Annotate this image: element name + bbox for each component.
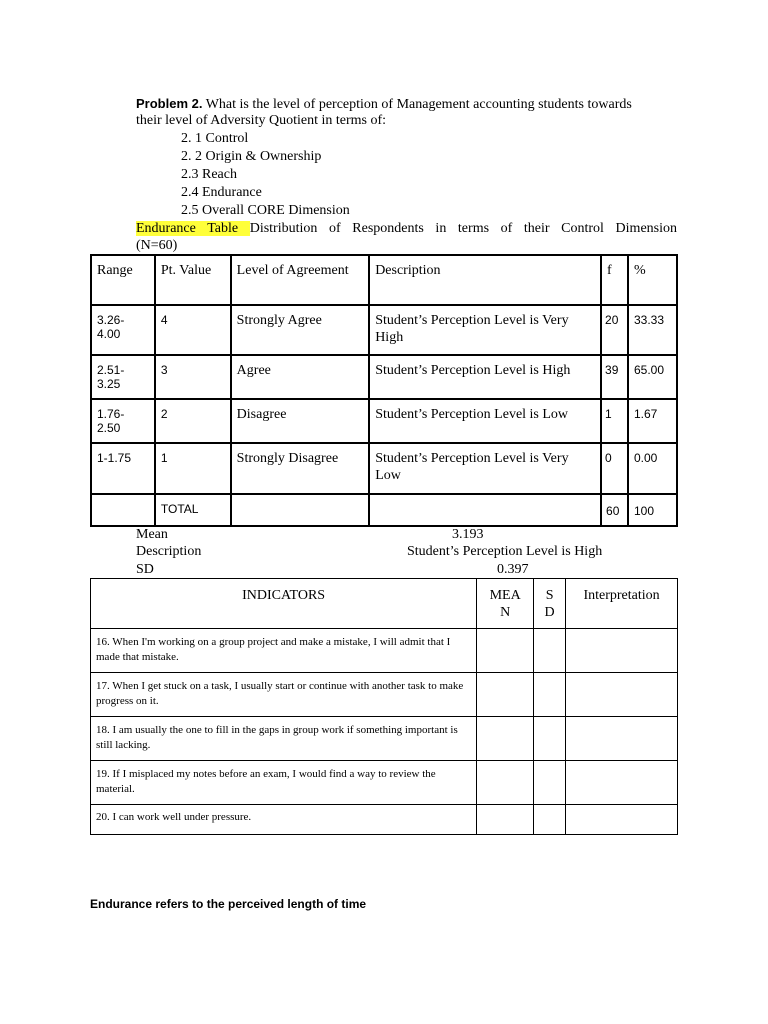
row-percent: 0.00	[634, 451, 658, 465]
indicators-header-row	[91, 579, 678, 629]
row-level: Strongly Agree	[236, 313, 322, 328]
header-interpretation: Interpretation	[583, 588, 660, 603]
total-f: 60	[606, 504, 620, 518]
indicator-text: 18. I am usually the one to fill in the gaps in group work if something important is still lacking.	[96, 724, 458, 751]
sd-cell	[534, 673, 566, 717]
row-range: 1.76- 2.50	[97, 407, 125, 435]
indicator-text: 19. If I misplaced my notes before an exam, I would find a way to review the material.	[96, 768, 436, 795]
header-level: Level of Agreement	[236, 263, 349, 278]
row-pt-value: 3	[160, 363, 168, 377]
interpretation-cell	[566, 805, 678, 835]
problem-item-endurance: 2.4 Endurance	[181, 185, 262, 200]
problem-item-reach: 2.3 Reach	[181, 167, 237, 182]
problem-item-overall: 2.5 Overall CORE Dimension	[181, 203, 350, 218]
problem-question-line2: their level of Adversity Quotient in terms of:	[136, 113, 387, 128]
row-f: 1	[605, 407, 612, 421]
indicator-text: 20. I can work well under pressure.	[96, 811, 252, 823]
row-range: 1-1.75	[97, 451, 132, 465]
interpretation-cell	[566, 673, 678, 717]
table-row	[91, 717, 678, 761]
header-sd: S D	[544, 588, 555, 620]
header-indicators: INDICATORS	[242, 588, 326, 603]
problem-statement	[136, 95, 681, 114]
header-range: Range	[97, 263, 133, 278]
interpretation-cell	[566, 761, 678, 805]
sd-cell	[534, 761, 566, 805]
row-range: 2.51- 3.25	[97, 363, 125, 391]
table-row	[91, 805, 678, 835]
description-label: Description	[136, 544, 202, 559]
mean-cell	[477, 805, 534, 835]
row-f: 20	[605, 313, 619, 327]
sd-label: SD	[136, 562, 154, 577]
mean-cell	[477, 629, 534, 673]
mean-cell	[477, 717, 534, 761]
sd-cell	[534, 629, 566, 673]
description-value: Student’s Perception Level is High	[407, 544, 603, 559]
row-percent: 33.33	[634, 313, 665, 327]
row-percent: 1.67	[634, 407, 658, 421]
table-row	[91, 761, 678, 805]
problem-label: Problem 2.	[136, 96, 203, 111]
sd-value: 0.397	[497, 562, 529, 577]
row-pt-value: 1	[160, 451, 168, 465]
row-pt-value: 2	[160, 407, 168, 421]
caption-highlight: Endurance Table	[136, 221, 250, 236]
table-row	[91, 399, 677, 443]
problem-question-line1: What is the level of perception of Management accounting students towards	[202, 97, 632, 112]
row-range: 3.26- 4.00	[97, 313, 125, 341]
header-description: Description	[375, 263, 441, 278]
problem-item-origin: 2. 2 Origin & Ownership	[181, 149, 322, 164]
mean-cell	[477, 673, 534, 717]
problem-item-control: 2. 1 Control	[181, 131, 249, 146]
row-f: 0	[605, 451, 612, 465]
distribution-table	[90, 254, 678, 527]
sd-cell	[534, 805, 566, 835]
table-row	[91, 673, 678, 717]
mean-value: 3.193	[452, 527, 484, 542]
row-description: Student’s Perception Level is Very High	[375, 313, 569, 345]
interpretation-cell	[566, 717, 678, 761]
row-level: Disagree	[236, 407, 287, 422]
indicator-text: 17. When I get stuck on a task, I usually start or continue with another task to make progress on it.	[96, 680, 464, 707]
table-caption	[136, 220, 677, 238]
sd-cell	[534, 717, 566, 761]
header-mean: MEA N	[489, 588, 521, 620]
row-percent: 65.00	[634, 363, 665, 377]
table-row	[91, 443, 677, 494]
distribution-header-row	[91, 255, 677, 305]
table-row	[91, 629, 678, 673]
total-row	[91, 494, 677, 526]
caption-n: (N=60)	[136, 238, 178, 253]
mean-label: Mean	[136, 527, 168, 542]
indicator-text: 16. When I'm working on a group project and make a mistake, I will admit that I made that mistake.	[96, 636, 451, 663]
row-f: 39	[605, 363, 619, 377]
caption-text: Distribution of Respondents in terms of their Control Dimension	[249, 221, 677, 236]
total-label: TOTAL	[160, 502, 199, 516]
header-percent: %	[634, 263, 646, 278]
endurance-definition: Endurance refers to the perceived length of time	[90, 897, 367, 911]
indicators-table	[90, 578, 678, 835]
header-f: f	[607, 263, 612, 278]
total-percent: 100	[634, 504, 655, 518]
row-description: Student’s Perception Level is Low	[375, 407, 569, 422]
header-pt-value: Pt. Value	[160, 263, 212, 278]
table-row	[91, 355, 677, 399]
row-description: Student’s Perception Level is Very Low	[375, 451, 569, 483]
row-level: Strongly Disagree	[236, 451, 339, 466]
row-level: Agree	[236, 363, 271, 378]
mean-cell	[477, 761, 534, 805]
row-pt-value: 4	[160, 313, 168, 327]
row-description: Student’s Perception Level is High	[375, 363, 571, 378]
table-row	[91, 305, 677, 355]
interpretation-cell	[566, 629, 678, 673]
